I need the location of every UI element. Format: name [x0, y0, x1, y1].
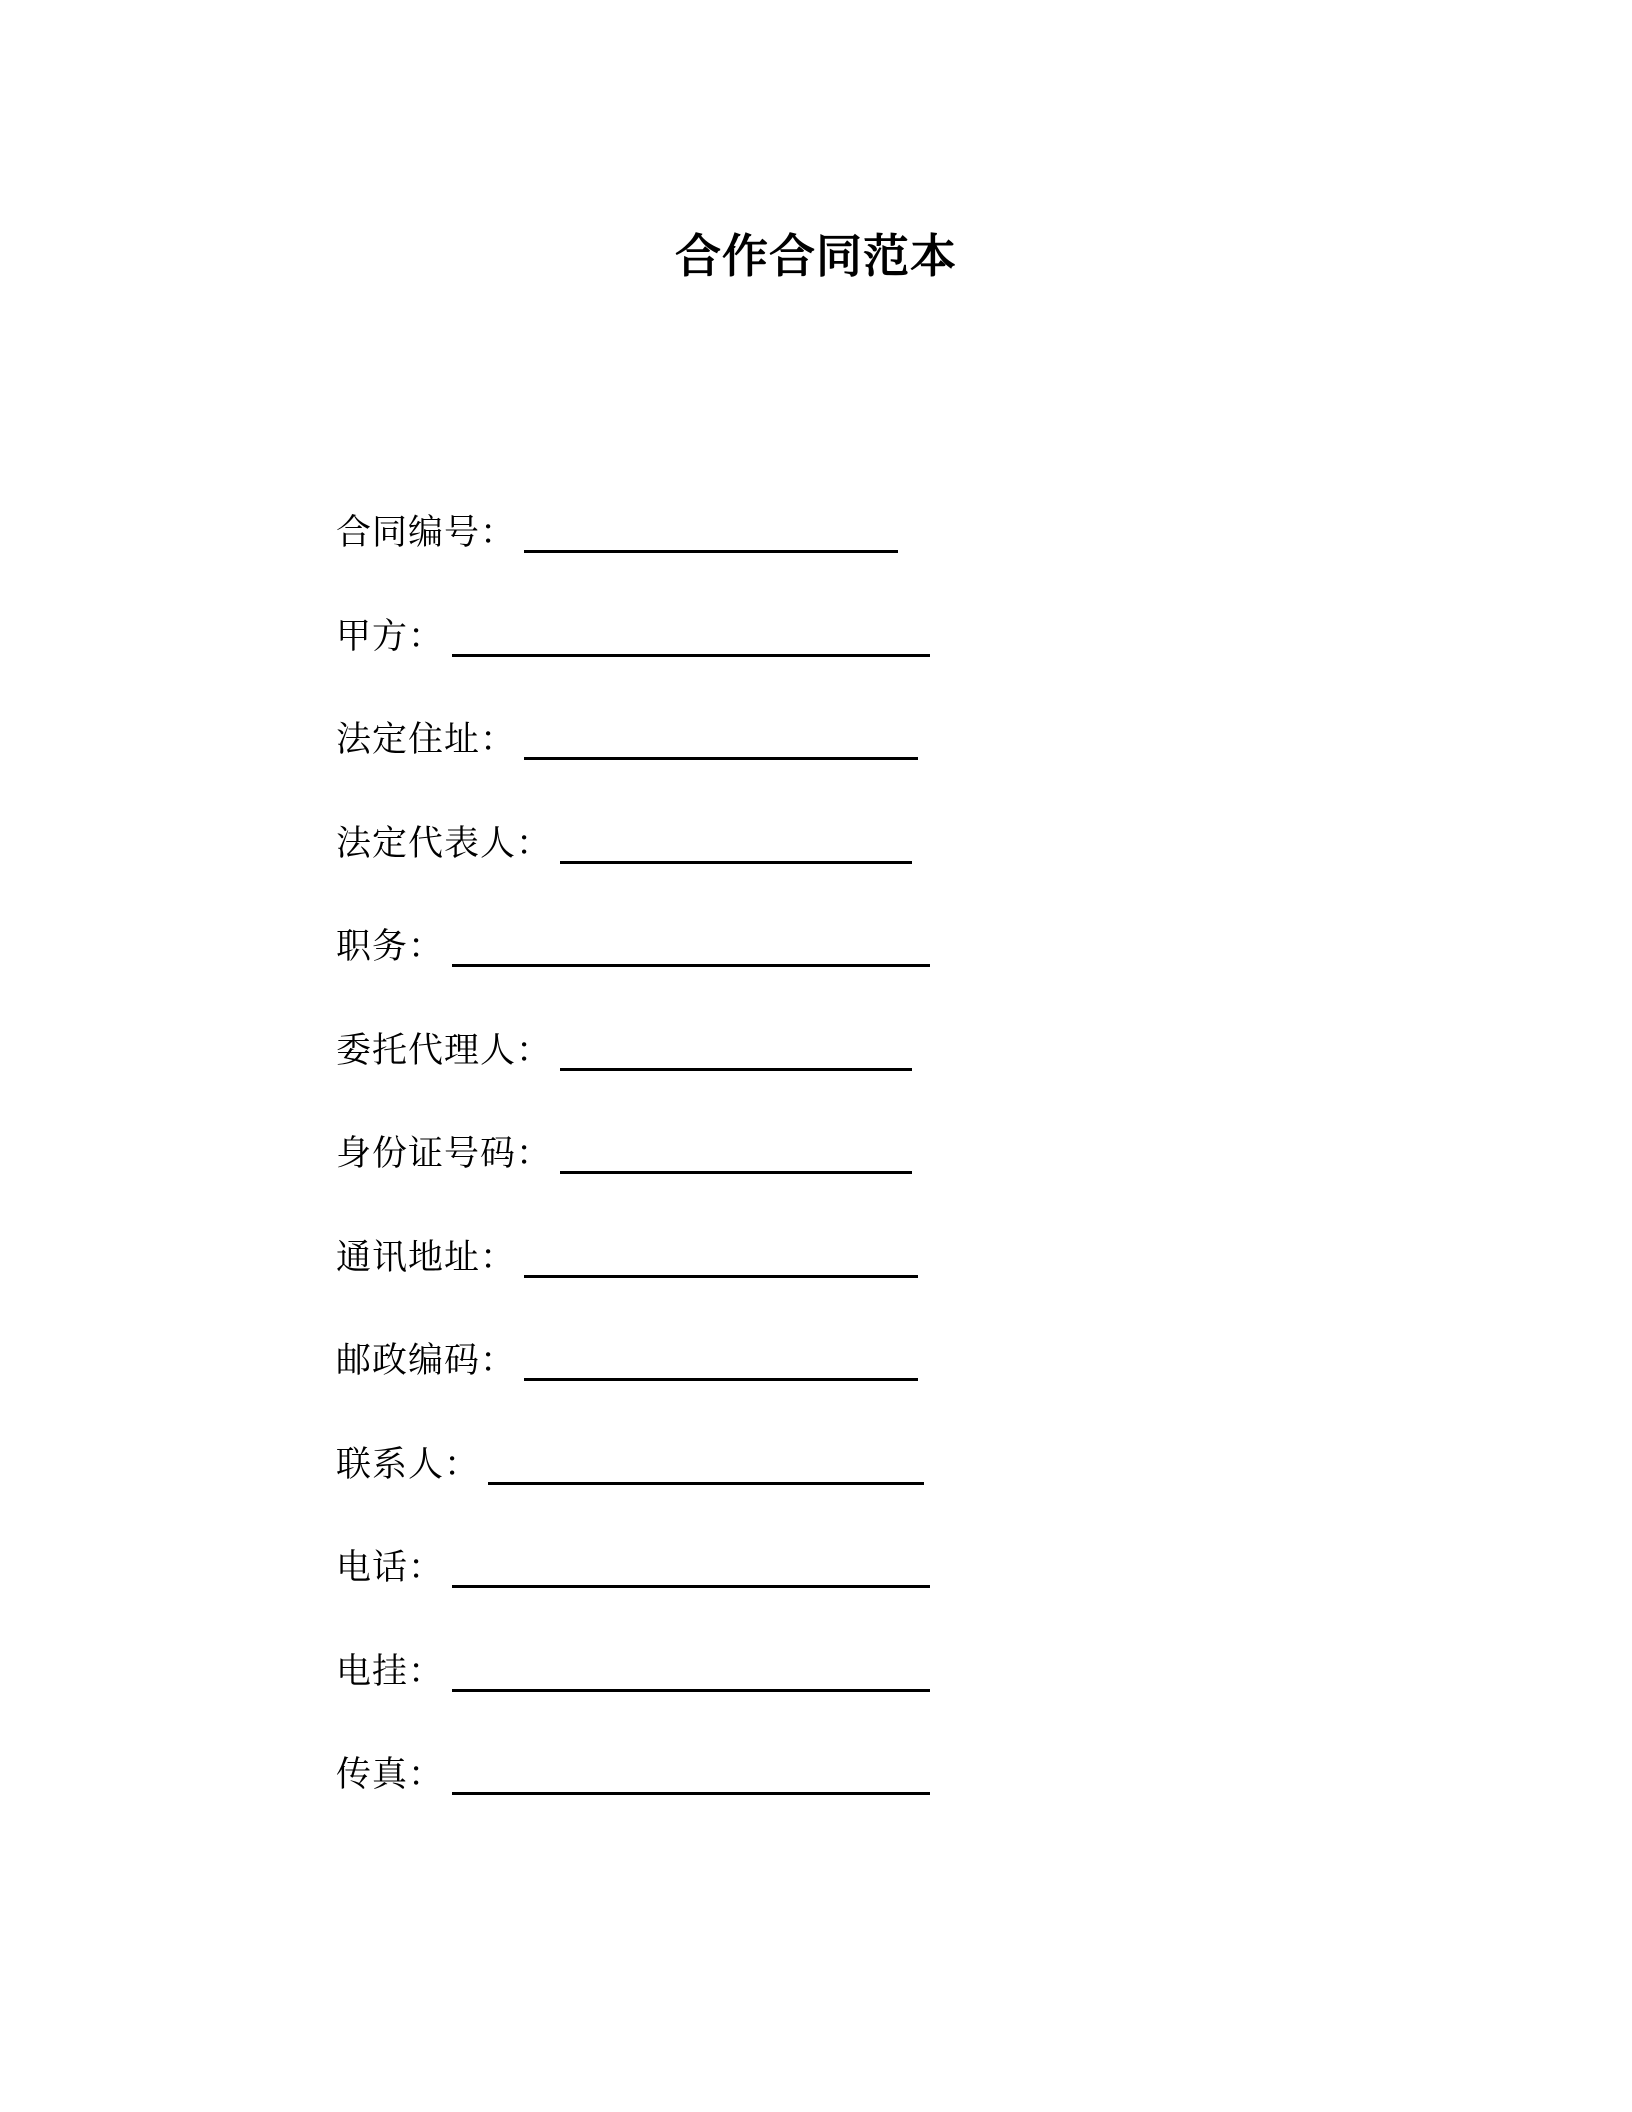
field-label: 电话：: [336, 1548, 445, 1588]
field-row-position: [336, 910, 930, 970]
field-row-telephone: [336, 1531, 930, 1591]
fill-in-blank[interactable]: [452, 610, 930, 657]
field-label: 合同编号：: [336, 513, 517, 553]
field-label: 甲方：: [336, 617, 445, 657]
fill-in-blank[interactable]: [452, 1645, 930, 1692]
field-row-legal-address: [336, 703, 918, 763]
field-row-authorized-agent: [336, 1014, 912, 1074]
field-label: 联系人：: [336, 1445, 481, 1485]
fill-in-blank[interactable]: [560, 1024, 912, 1071]
field-label: 身份证号码：: [336, 1134, 553, 1174]
fill-in-blank[interactable]: [452, 1541, 930, 1588]
field-label: 法定住址：: [336, 720, 517, 760]
fill-in-blank[interactable]: [524, 713, 918, 760]
field-row-telegraph: [336, 1635, 930, 1695]
field-label: 通讯地址：: [336, 1238, 517, 1278]
fill-in-blank[interactable]: [560, 1127, 912, 1174]
field-row-party-a: [336, 600, 930, 660]
field-label: 传真：: [336, 1755, 445, 1795]
field-label: 电挂：: [336, 1652, 445, 1692]
document-title: 合作合同范本: [675, 229, 957, 283]
field-label: 职务：: [336, 927, 445, 967]
field-row-id-number: [336, 1117, 912, 1177]
field-row-contract-number: [336, 496, 898, 556]
fill-in-blank[interactable]: [452, 920, 930, 967]
field-label: 委托代理人：: [336, 1031, 553, 1071]
field-row-postal-code: [336, 1324, 918, 1384]
fill-in-blank[interactable]: [524, 1334, 918, 1381]
field-row-fax: [336, 1738, 930, 1798]
field-row-legal-representative: [336, 807, 912, 867]
field-row-contact-person: [336, 1428, 924, 1488]
field-label: 法定代表人：: [336, 824, 553, 864]
fill-in-blank[interactable]: [452, 1748, 930, 1795]
fill-in-blank[interactable]: [560, 817, 912, 864]
fill-in-blank[interactable]: [488, 1438, 924, 1485]
field-label: 邮政编码：: [336, 1341, 517, 1381]
field-row-mailing-address: [336, 1221, 918, 1281]
fill-in-blank[interactable]: [524, 506, 898, 553]
fill-in-blank[interactable]: [524, 1231, 918, 1278]
